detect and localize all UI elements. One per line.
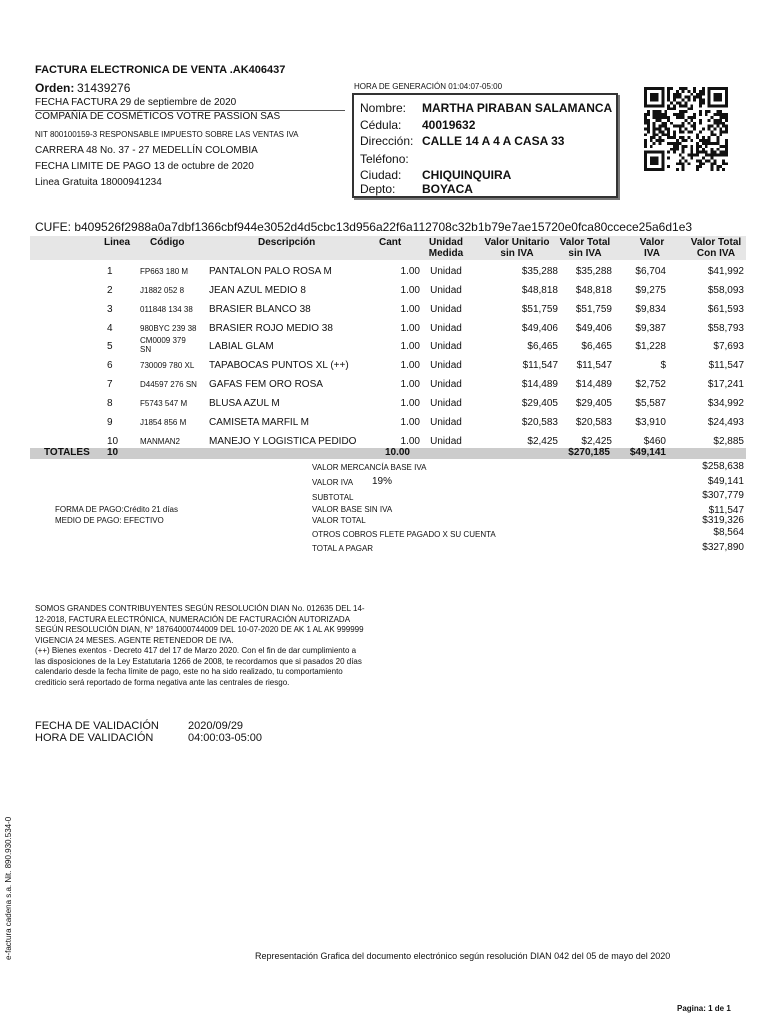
table-row bbox=[30, 357, 746, 376]
order-number: 31439276 bbox=[77, 81, 131, 95]
cell-valor-total-iva: $11,547 bbox=[708, 360, 744, 371]
col-header-codigo: Código bbox=[150, 237, 185, 248]
cell-linea: 8 bbox=[107, 398, 113, 409]
cell-valor-total: $49,406 bbox=[575, 323, 612, 334]
client-city-label: Ciudad: bbox=[360, 168, 402, 182]
col-header-valor-total: Valor Total sin IVA bbox=[559, 237, 611, 259]
cell-cant: 1.00 bbox=[400, 266, 420, 277]
col-header-valor-unitario: Valor Unitario sin IVA bbox=[484, 237, 550, 259]
cell-descripcion: PANTALON PALO ROSA M bbox=[209, 266, 332, 277]
cell-descripcion: LABIAL GLAM bbox=[209, 341, 274, 352]
col-header-cant: Cant bbox=[379, 237, 402, 248]
summary-iva-label: VALOR IVA bbox=[312, 478, 354, 487]
cell-valor-iva: $5,587 bbox=[635, 398, 666, 409]
cell-valor-total: $14,489 bbox=[575, 379, 612, 390]
cell-unidad: Unidad bbox=[430, 379, 462, 390]
qr-code-icon bbox=[644, 86, 728, 172]
col-header-descripcion: Descripción bbox=[258, 237, 316, 248]
cell-valor-unitario: $29,405 bbox=[521, 398, 558, 409]
cell-valor-total-iva: $7,693 bbox=[713, 341, 744, 352]
cell-valor-total-iva: $2,885 bbox=[713, 436, 744, 447]
invoice-title: FACTURA ELECTRONICA DE VENTA .AK406437 bbox=[35, 64, 286, 76]
cell-descripcion: TAPABOCAS PUNTOS XL (++) bbox=[209, 360, 349, 371]
cell-valor-iva: $9,387 bbox=[635, 323, 666, 334]
col-header-valor-iva: Valor IVA bbox=[639, 237, 665, 259]
cell-codigo: D44597 276 SN bbox=[140, 380, 197, 389]
table-row bbox=[30, 282, 746, 301]
cell-valor-iva: $460 bbox=[643, 436, 666, 447]
cell-descripcion: MANEJO Y LOGISTICA PEDIDO bbox=[209, 436, 357, 447]
client-city: CHIQUINQUIRA bbox=[422, 168, 512, 182]
summary-base-sin-iva-label: VALOR BASE SIN IVA bbox=[312, 505, 393, 514]
vendor-vertical-text: e-factura cadena s.a. Nit. 890.930.534-0 bbox=[4, 816, 13, 960]
cell-valor-total-iva: $58,093 bbox=[707, 285, 744, 296]
summary-otros: $8,564 bbox=[713, 527, 744, 538]
payment-due-date: FECHA LIMITE DE PAGO 13 de octubre de 2020 bbox=[35, 161, 254, 172]
legal-paragraph: (++) Bienes exentos - Decreto 417 del 17 de Marzo 2020. Con el fin de dar cumplimiento a las disposiciones de la Ley Estatutaria 1266 de 2008, te recordamos que si pasados 20 días calendario desde la fecha límite de pago, este no ha sido realizado, tu comportamiento crediticio será reportado de forma negativa ante las centrales de riesgo. bbox=[35, 646, 362, 687]
client-id-label: Cédula: bbox=[360, 118, 402, 132]
payment-method: FORMA DE PAGO:Crédito 21 días bbox=[55, 505, 179, 514]
cell-descripcion: BRASIER ROJO MEDIO 38 bbox=[209, 323, 333, 334]
cell-valor-total: $11,547 bbox=[576, 360, 612, 371]
free-phone-line: Linea Gratuita 18000941234 bbox=[35, 177, 162, 188]
table-row bbox=[30, 301, 746, 320]
company-address: CARRERA 48 No. 37 - 27 MEDELLÍN COLOMBIA bbox=[35, 145, 258, 156]
cell-codigo: 730009 780 XL bbox=[140, 361, 195, 370]
col-header-unidad: Unidad Medida bbox=[428, 237, 464, 259]
client-name-label: Nombre: bbox=[360, 101, 407, 115]
totals-quantity: 10.00 bbox=[384, 447, 410, 458]
table-row bbox=[30, 320, 746, 339]
cell-codigo: 980BYC 239 38 bbox=[140, 324, 197, 333]
legal-notice bbox=[35, 604, 365, 688]
cell-valor-iva: $6,704 bbox=[635, 266, 666, 277]
totals-lines: 10 bbox=[107, 447, 119, 458]
cell-cant: 1.00 bbox=[400, 285, 420, 296]
cell-valor-total: $6,465 bbox=[581, 341, 612, 352]
cell-valor-unitario: $51,759 bbox=[521, 304, 558, 315]
cell-cant: 1.00 bbox=[400, 341, 420, 352]
validation-date: 2020/09/29 bbox=[188, 720, 244, 732]
cell-valor-unitario: $49,406 bbox=[521, 323, 558, 334]
client-address-label: Dirección: bbox=[360, 134, 414, 148]
validation-date-label: FECHA DE VALIDACIÓN bbox=[35, 720, 159, 732]
cell-codigo: F5743 547 M bbox=[140, 399, 188, 408]
client-phone-label: Teléfono: bbox=[360, 152, 409, 166]
cell-codigo-suffix: SN bbox=[140, 345, 152, 354]
cell-valor-iva: $1,228 bbox=[635, 341, 666, 352]
invoice-date: FECHA FACTURA 29 de septiembre de 2020 bbox=[35, 97, 237, 108]
cell-codigo: MANMAN2 bbox=[140, 437, 181, 446]
cell-valor-unitario: $2,425 bbox=[527, 436, 558, 447]
cell-linea: 4 bbox=[107, 323, 113, 334]
cell-unidad: Unidad bbox=[430, 341, 462, 352]
company-name: COMPAÑÍA DE COSMÉTICOS VOTRE PASSION SAS bbox=[35, 111, 281, 122]
summary-total-label: VALOR TOTAL bbox=[312, 516, 366, 525]
cell-unidad: Unidad bbox=[430, 304, 462, 315]
cell-valor-iva: $2,752 bbox=[635, 379, 666, 390]
summary-pagar-label: TOTAL A PAGAR bbox=[312, 544, 374, 553]
client-department-label: Depto: bbox=[360, 182, 396, 196]
totals-label: TOTALES bbox=[44, 447, 90, 458]
cell-unidad: Unidad bbox=[430, 323, 462, 334]
cell-unidad: Unidad bbox=[430, 360, 462, 371]
cell-valor-total-iva: $58,793 bbox=[707, 323, 744, 334]
totals-iva: $49,141 bbox=[629, 447, 666, 458]
summary-subtotal-label: SUBTOTAL bbox=[312, 493, 354, 502]
cell-valor-total: $20,583 bbox=[575, 417, 612, 428]
cell-valor-total-iva: $17,241 bbox=[707, 379, 744, 390]
table-row bbox=[30, 414, 746, 433]
company-nit: NIT 800100159-3 RESPONSABLE IMPUESTO SOBRE LAS VENTAS IVA bbox=[35, 130, 299, 139]
summary-base-iva: $258,638 bbox=[702, 461, 744, 472]
cell-valor-unitario: $11,547 bbox=[522, 360, 558, 371]
cell-cant: 1.00 bbox=[400, 379, 420, 390]
cell-linea: 5 bbox=[107, 341, 113, 352]
cell-linea: 10 bbox=[107, 436, 119, 447]
cell-descripcion: JEAN AZUL MEDIO 8 bbox=[209, 285, 306, 296]
client-name: MARTHA PIRABAN SALAMANCA bbox=[422, 101, 613, 115]
cell-unidad: Unidad bbox=[430, 436, 462, 447]
cell-unidad: Unidad bbox=[430, 398, 462, 409]
table-row bbox=[30, 263, 746, 282]
cell-valor-iva: $9,275 bbox=[635, 285, 666, 296]
col-header-valor-total-iva: Valor Total Con IVA bbox=[690, 237, 742, 259]
cufe-code: CUFE: b409526f2988a0a7dbf1366cbf944e3052d4d5cbc13d956a22f6a112708c32b1b79e7ae15720e0fca80ccece25a6d1e3 bbox=[35, 220, 693, 234]
col-header-linea: Linea bbox=[104, 237, 131, 248]
cell-descripcion: BLUSA AZUL M bbox=[209, 398, 280, 409]
table-row bbox=[30, 376, 746, 395]
cell-valor-total-iva: $34,992 bbox=[707, 398, 744, 409]
cell-linea: 7 bbox=[107, 379, 113, 390]
cell-descripcion: BRASIER BLANCO 38 bbox=[209, 304, 311, 315]
cell-cant: 1.00 bbox=[400, 398, 420, 409]
page-number: Pagina: 1 de 1 bbox=[677, 1004, 731, 1013]
table-row bbox=[30, 338, 746, 357]
cell-unidad: Unidad bbox=[430, 285, 462, 296]
generation-time: HORA DE GENERACIÓN 01:04:07-05:00 bbox=[354, 82, 503, 91]
cell-valor-total: $29,405 bbox=[575, 398, 612, 409]
cell-linea: 6 bbox=[107, 360, 113, 371]
cell-linea: 9 bbox=[107, 417, 113, 428]
cell-cant: 1.00 bbox=[400, 323, 420, 334]
cell-cant: 1.00 bbox=[400, 417, 420, 428]
order-label: Orden: bbox=[35, 81, 75, 95]
cell-linea: 2 bbox=[107, 285, 113, 296]
summary-total-a-pagar: $327,890 bbox=[702, 542, 744, 553]
cell-codigo: 011848 134 38 bbox=[140, 305, 193, 314]
cell-valor-iva: $3,910 bbox=[635, 417, 666, 428]
client-address: CALLE 14 A 4 A CASA 33 bbox=[422, 134, 565, 148]
summary-base-sin-iva: $11,547 bbox=[708, 505, 744, 516]
cell-codigo: FP663 180 M bbox=[140, 267, 189, 276]
cell-descripcion: CAMISETA MARFIL M bbox=[209, 417, 310, 428]
cell-valor-total: $35,288 bbox=[575, 266, 612, 277]
cell-descripcion: GAFAS FEM ORO ROSA bbox=[209, 379, 323, 390]
cell-valor-total: $48,818 bbox=[575, 285, 612, 296]
cell-valor-total: $2,425 bbox=[581, 436, 612, 447]
cell-valor-total-iva: $61,593 bbox=[707, 304, 744, 315]
cell-valor-unitario: $20,583 bbox=[521, 417, 558, 428]
cell-codigo: J1854 856 M bbox=[140, 418, 187, 427]
client-id: 40019632 bbox=[422, 118, 476, 132]
client-box bbox=[352, 93, 618, 198]
cell-unidad: Unidad bbox=[430, 266, 462, 277]
summary-subtotal: $307,779 bbox=[702, 490, 744, 501]
cell-valor-iva: $ bbox=[660, 360, 666, 371]
summary-base-iva-label: VALOR MERCANCÍA BASE IVA bbox=[312, 463, 427, 472]
cell-valor-total-iva: $24,493 bbox=[707, 417, 744, 428]
cell-unidad: Unidad bbox=[430, 417, 462, 428]
cell-cant: 1.00 bbox=[400, 304, 420, 315]
table-row bbox=[30, 395, 746, 414]
cell-linea: 1 bbox=[107, 266, 113, 277]
payment-medium: MEDIO DE PAGO: EFECTIVO bbox=[55, 516, 164, 525]
footer-representation: Representación Grafica del documento electrónico según resolución DIAN 042 del 05 de mayo del 2020 bbox=[255, 951, 671, 961]
cell-valor-total: $51,759 bbox=[575, 304, 612, 315]
totals-valor-total: $270,185 bbox=[568, 447, 610, 458]
cell-valor-unitario: $14,489 bbox=[521, 379, 558, 390]
legal-paragraph: SOMOS GRANDES CONTRIBUYENTES SEGÚN RESOLUCIÓN DIAN No. 012635 DEL 14-12-2018, FACTURA ELECTRÓNICA, NUMERACIÓN DE FACTURACIÓN AUTORIZADA SEGÚN RESOLUCIÓN DIAN, N° 18764000744009 DEL 10-07-2020 DE AK 1 AL AK 999999 VIGENCIA 24 MESES. AGENTE RETENEDOR DE IVA. bbox=[35, 604, 365, 645]
validation-time: 04:00:03-05:00 bbox=[188, 732, 263, 744]
summary-total: $319,326 bbox=[702, 515, 744, 526]
summary-iva: $49,141 bbox=[707, 476, 744, 487]
cell-cant: 1.00 bbox=[400, 360, 420, 371]
cell-valor-unitario: $6,465 bbox=[527, 341, 558, 352]
summary-iva-rate: 19% bbox=[372, 476, 393, 487]
cell-valor-unitario: $35,288 bbox=[521, 266, 558, 277]
client-department: BOYACA bbox=[422, 182, 473, 196]
cell-valor-iva: $9,834 bbox=[635, 304, 666, 315]
cell-linea: 3 bbox=[107, 304, 113, 315]
cell-codigo: J1882 052 8 bbox=[140, 286, 185, 295]
cell-cant: 1.00 bbox=[400, 436, 420, 447]
cell-codigo: CM0009 379 bbox=[140, 336, 186, 345]
validation-time-label: HORA DE VALIDACIÓN bbox=[35, 732, 154, 744]
summary-otros-label: OTROS COBROS FLETE PAGADO X SU CUENTA bbox=[312, 530, 496, 539]
cell-valor-unitario: $48,818 bbox=[521, 285, 558, 296]
cell-valor-total-iva: $41,992 bbox=[707, 266, 744, 277]
